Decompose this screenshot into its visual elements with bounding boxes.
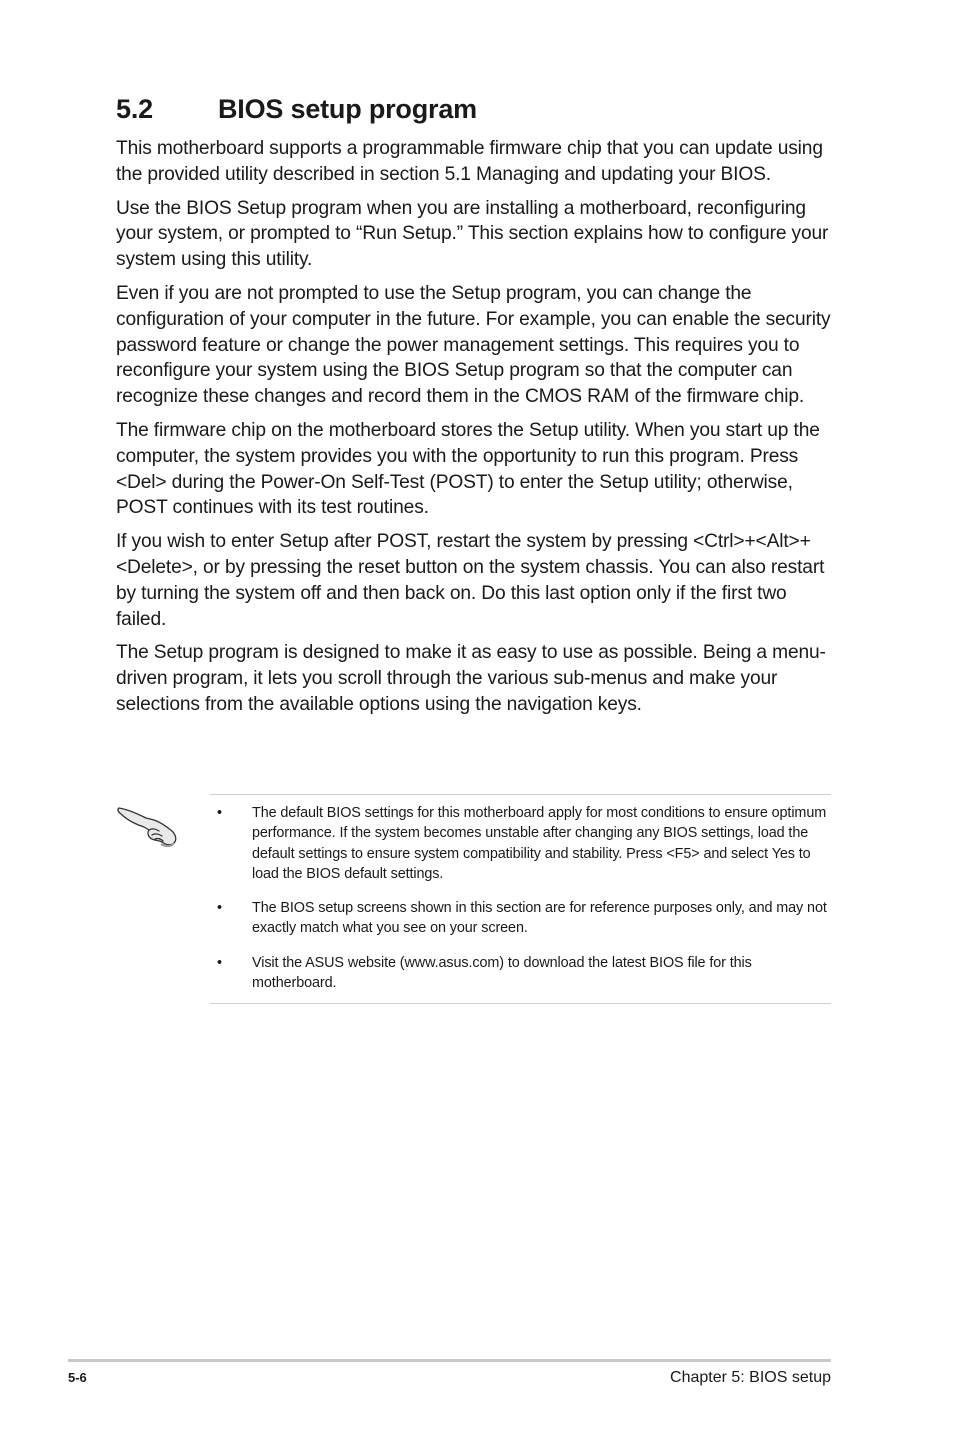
paragraph: This motherboard supports a programmable firmware chip that you can update using the provided utility described in section 5.1 Managing and updating your BIOS. (116, 138, 823, 185)
note-item (210, 953, 831, 994)
section-title: BIOS setup program (218, 94, 477, 124)
section-number: 5.2 (116, 94, 153, 124)
footer-rule (68, 1359, 831, 1362)
note-item-text: The default BIOS settings for this motherboard apply for most conditions to ensure optimum performance. If the system becomes unstable after changing any BIOS settings, load the default settings to ensure system compatibility and stability. Press <F5> and select Yes to load the BIOS default settings. (252, 805, 827, 882)
note-item (210, 803, 831, 884)
paragraph: Even if you are not prompted to use the Setup program, you can change the configuration of your computer in the future. For example, you can enable the security password feature or change the power management settings. This requires you to reconfigure your system using the BIOS Setup program so that the computer can recognize these changes and record them in the CMOS RAM of the firmware chip. (116, 282, 831, 408)
paragraph: If you wish to enter Setup after POST, restart the system by pressing <Ctrl>+<Alt>+<Delete>, or by pressing the reset button on the system chassis. You can also restart by turning the system off and then back on. Do this last option only if the first two failed. (116, 531, 825, 630)
bullet: • (217, 954, 222, 971)
bullet: • (217, 900, 222, 917)
pointing-hand-icon (116, 800, 180, 848)
bullet: • (217, 805, 222, 821)
body-text (116, 136, 836, 726)
note-list (210, 803, 831, 1007)
note-box (210, 794, 831, 1004)
page-number: 5-6 (68, 1370, 87, 1385)
paragraph: Use the BIOS Setup program when you are installing a motherboard, reconfiguring your system, or prompted to “Run Setup.” This section explains how to configure your system using this utility. (116, 197, 829, 271)
paragraph: The firmware chip on the motherboard stores the Setup utility. When you start up the computer, the system provides you with the opportunity to run this program. Press <Del> during the Power-On Self-Test (POST) to enter the Setup utility; otherwise, POST continues with its test routines. (116, 419, 820, 519)
note-item-text: The BIOS setup screens shown in this section are for reference purposes only, and may not exactly match what you see on your screen. (252, 900, 827, 937)
note-item-text: Visit the ASUS website (www.asus.com) to download the latest BIOS file for this motherboard. (252, 954, 752, 992)
section-heading (116, 94, 477, 125)
chapter-label: Chapter 5: BIOS setup (670, 1369, 831, 1386)
note-item (210, 898, 831, 939)
paragraph: The Setup program is designed to make it as easy to use as possible. Being a menu-driven program, it lets you scroll through the various sub-menus and make your selections from the available options using the navigation keys. (116, 642, 826, 715)
